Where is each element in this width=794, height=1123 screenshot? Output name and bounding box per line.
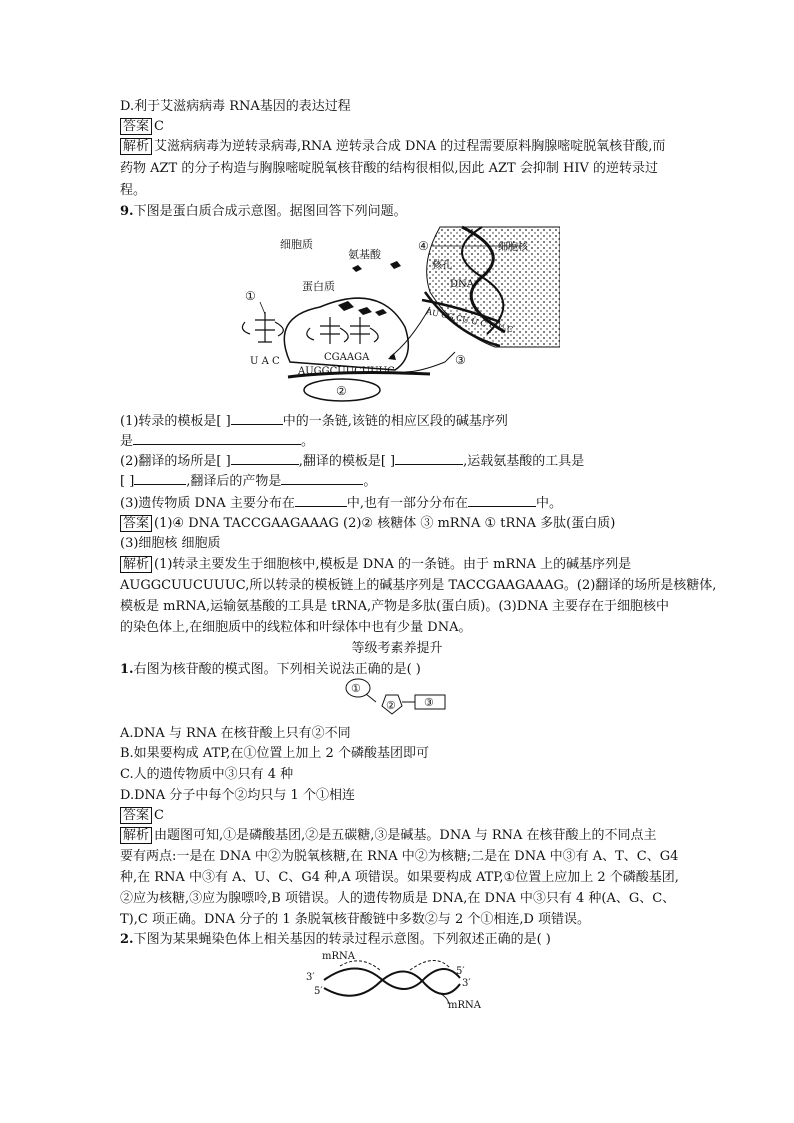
marker-3: ③ [455, 353, 466, 367]
answer-tag: 答案 [120, 118, 152, 135]
s1-analysis-line: T),C 项正确。DNA 分子的 1 条脱氧核苷酸链中多数②与 2 个①相连,D 项错误。 [120, 912, 591, 927]
svg-text:AU GG CU U C U U C: AU GG CU U C U U C [425, 307, 514, 335]
answer-row [120, 118, 164, 136]
svg-text:3′: 3′ [462, 978, 471, 989]
trna-1 [242, 312, 283, 342]
svg-text:③: ③ [424, 696, 434, 709]
svg-text:5′: 5′ [314, 986, 323, 997]
analysis-tag: 解析 [120, 556, 152, 573]
q9-part1: (1)转录的模板是[ ] 中的一条链,该链的相应区段的碱基序列 [120, 414, 508, 429]
mrna-sequence: AUGGCUUCUUUC [298, 366, 395, 377]
peptide-chain [338, 301, 387, 316]
svg-text:①: ① [351, 682, 361, 695]
label-nucleus: 细胞核 [498, 242, 528, 253]
svg-text:5′: 5′ [456, 966, 465, 977]
s1-option-c: C.人的遗传物质中③只有 4 种 [120, 767, 294, 782]
q9-part1-cont: 是 。 [120, 434, 315, 449]
marker-4: ④ [418, 239, 429, 253]
label-mrna-top: mRNA [322, 951, 355, 962]
s1-analysis: 解析 由题图可知,①是磷酸基团,②是五碳糖,③是碱基。DNA 与 RNA 在核苷酸上的不同点主 [120, 827, 657, 845]
section-title: 等级考素养提升 [351, 641, 443, 656]
trna-2 [307, 317, 378, 344]
s1-stem: 1.右图为核苷酸的模式图。下列相关说法正确的是( ) [120, 662, 421, 677]
s1-analysis-line: 要有两点:一是在 DNA 中②为脱氧核糖,在 RNA 中②为核糖;二是在 DNA 中③有 A、T、C、G4 [120, 849, 679, 864]
trna-anticodon: U A C [250, 356, 280, 367]
analysis-tag: 解析 [120, 138, 152, 155]
amino-acid-icon [390, 261, 401, 269]
label-protein: 蛋白质 [302, 280, 335, 293]
label-mrna-bottom: mRNA [448, 1000, 481, 1011]
s2-stem: 2.下图为某果蝇染色体上相关基因的转录过程示意图。下列叙述正确的是( ) [120, 932, 551, 947]
q9-part3: (3)遗传物质 DNA 主要分布在 中,也有一部分分布在 中。 [120, 496, 563, 511]
analysis-line: 解析 艾滋病病毒为逆转录病毒,RNA 逆转录合成 DNA 的过程需要原料胸腺嘧啶脱氧核苷酸,而 [120, 138, 665, 156]
s1-option-b: B.如果要构成 ATP,在①位置上加上 2 个磷酸基团即可 [120, 746, 429, 761]
label-amino-acid: 氨基酸 [348, 248, 381, 261]
label-nuclear-pore: 核孔 [432, 260, 452, 271]
q9-analysis-line: AUGGCUUCUUUC,所以转录的模板链上的碱基序列是 TACCGAAGAAAG。(2)翻译的场所是核糖体, [120, 578, 717, 593]
q9-analysis: 解析 (1)转录主要发生于细胞核中,模板是 DNA 的一条链。由于 mRNA 上的碱基序列是 [120, 556, 631, 574]
analysis-line: 药物 AZT 的分子构造与胸腺嘧啶脱氧核苷酸的结构很相似,因此 AZT 会抑制 HIV 的逆转录过 [120, 161, 658, 176]
question-9-stem: 9.下图是蛋白质合成示意图。据图回答下列问题。 [120, 204, 407, 219]
svg-text:3′: 3′ [306, 972, 315, 983]
svg-text:②: ② [386, 699, 396, 712]
q9-analysis-line: 模板是 mRNA,运输氨基酸的工具是 tRNA,产物是多肽(蛋白质)。(3)DNA 主要存在于细胞核中 [120, 599, 670, 614]
q9-answer-cont: (3)细胞核 细胞质 [120, 536, 221, 551]
protein-synthesis-figure [230, 222, 560, 407]
transcription-figure [300, 948, 500, 1014]
answer-value: C [154, 119, 164, 134]
s1-option-d: D.DNA 分子中每个②均只与 1 个①相连 [120, 788, 355, 803]
q9-part2: (2)翻译的场所是[ ] ,翻译的模板是[ ] ,运载氨基酸的工具是 [120, 454, 585, 469]
label-cytoplasm: 细胞质 [280, 238, 313, 251]
nucleotide-figure [340, 678, 450, 720]
q9-part2-cont: [ ] ,翻译后的产物是 。 [120, 474, 377, 489]
s1-analysis-line: 种,在 RNA 中③有 A、U、C、G4 种,A 项错误。如果要构成 ATP,①位置上应加上 2 个磷酸基团, [120, 870, 679, 885]
amino-acid-icon [352, 265, 362, 272]
answer-tag: 答案 [120, 515, 152, 532]
codon-seq: CGAAGA [324, 352, 370, 363]
s1-analysis-line: ②应为核糖,③应为腺嘌呤,B 项错误。人的遗传物质是 DNA,在 DNA 中③只有 4 种(A、G、C、 [120, 891, 676, 906]
s1-answer: 答案 C [120, 807, 164, 825]
dna-strand [324, 968, 460, 989]
q9-answer: 答案 (1)④ DNA TACCGAAGAAAG (2)② 核糖体 ③ mRNA ① tRNA 多肽(蛋白质) [120, 515, 615, 533]
marker-2: ② [336, 384, 347, 398]
label-dna: DNA [450, 279, 474, 290]
option-d: D.利于艾滋病病毒 RNA基因的表达过程 [120, 99, 351, 114]
dna-strand [324, 971, 460, 995]
marker-1: ① [245, 289, 256, 303]
q9-analysis-line: 的染色体上,在细胞质中的线粒体和叶绿体中也有少量 DNA。 [120, 620, 472, 635]
s1-option-a: A.DNA 与 RNA 在核苷酸上只有②不同 [120, 726, 351, 741]
analysis-line: 程。 [120, 183, 147, 198]
